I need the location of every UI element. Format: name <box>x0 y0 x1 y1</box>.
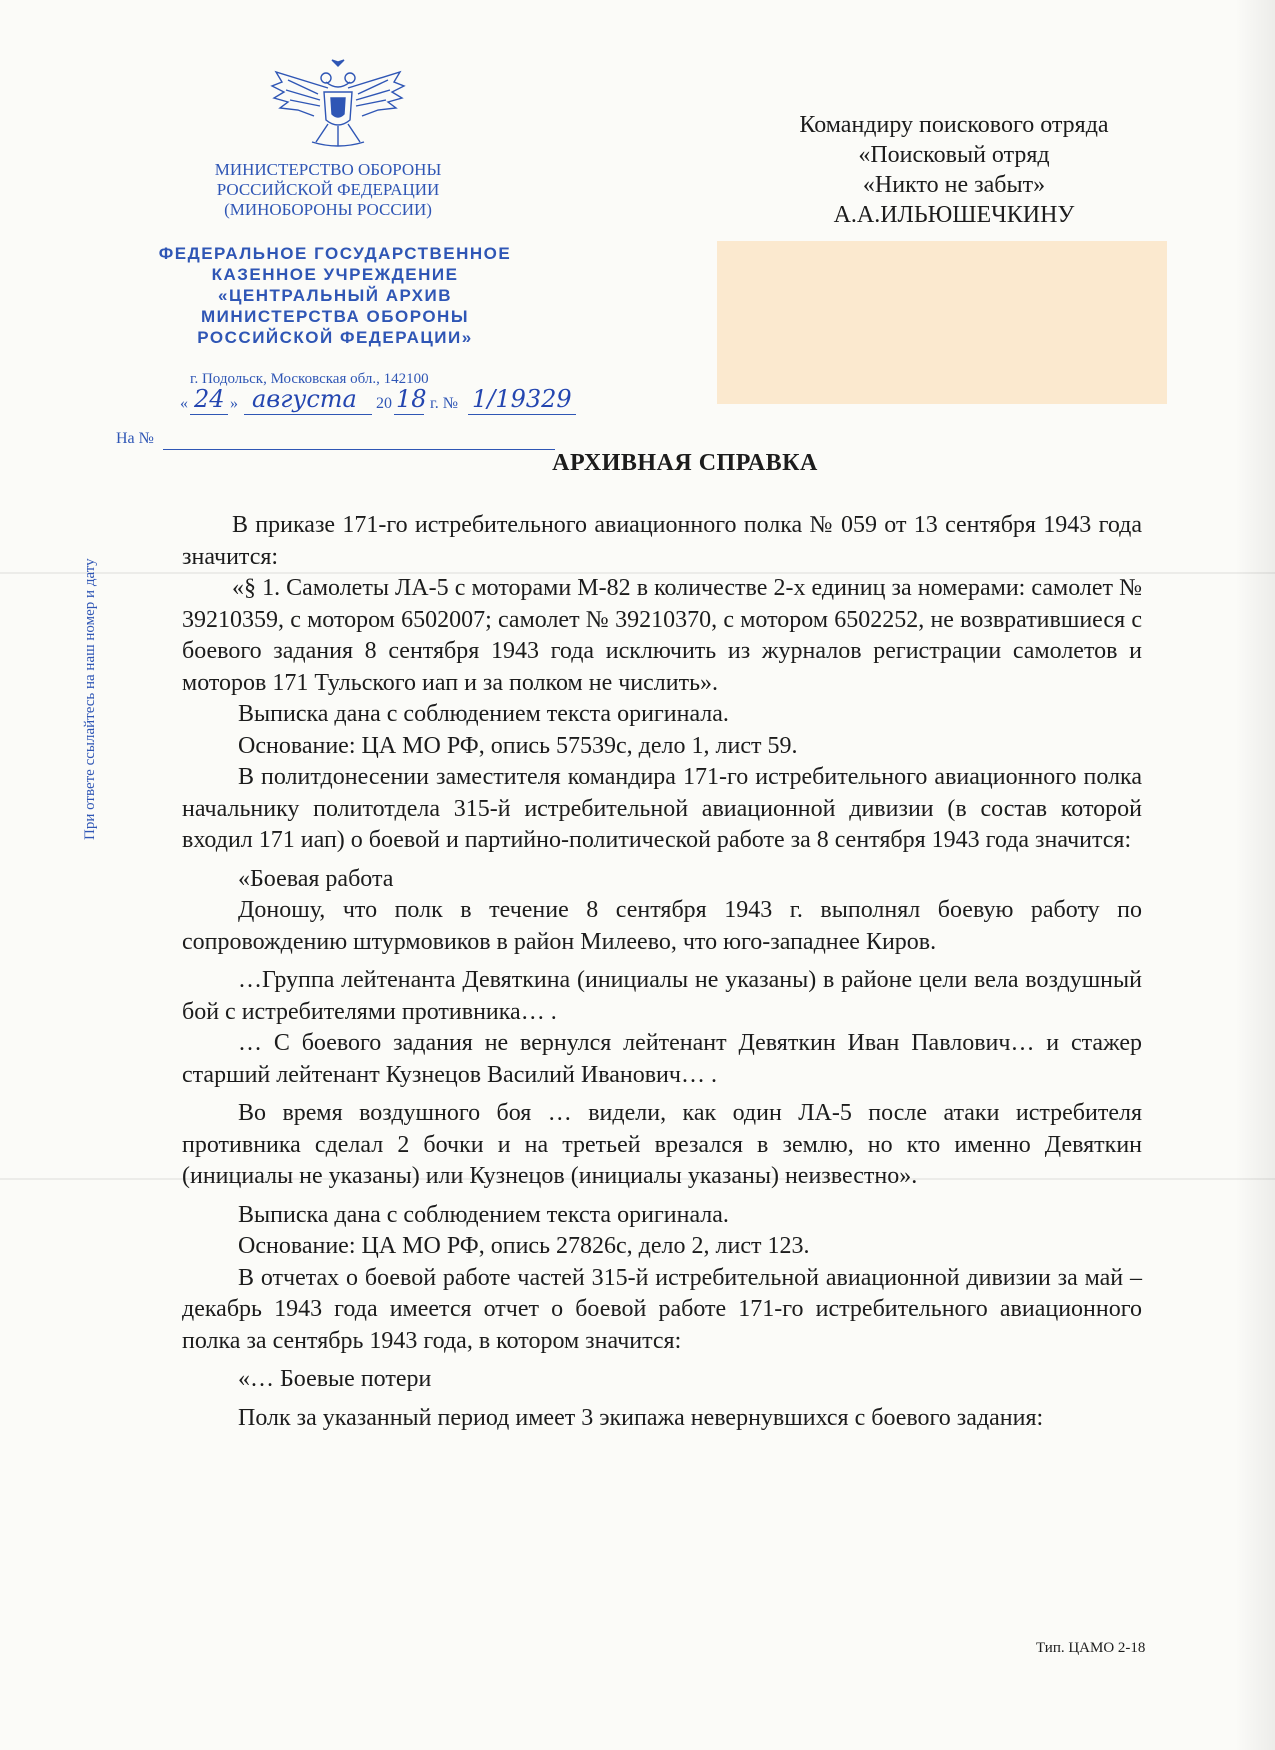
paragraph: В политдонесении заместителя командира 171-го истребительного авиационного полка начальнику политотдела 315-й истребительной авиационной дивизии (в состав которой входил 171 иап) о боевой и партийно-политической работе за 8 сентября 1943 года значится: <box>182 764 1142 853</box>
paragraph: Доношу, что полк в течение 8 сентября 1943 г. выполнял боевую работу по сопровождению штурмовиков в район Милеево, что юго-западнее Киров. <box>182 897 1142 955</box>
year-prefix: 20 <box>376 395 392 412</box>
year-label: г. № <box>430 395 459 412</box>
ministry-line: РОССИЙСКОЙ ФЕДЕРАЦИИ <box>216 180 440 199</box>
redacted-address-box <box>717 241 1167 404</box>
side-note: При ответе ссылайтесь на наш номер и дату <box>82 558 98 840</box>
addressee-line: «Никто не забыт» <box>862 172 1046 198</box>
registration-number: 1/19329 <box>472 385 572 413</box>
paragraph: В приказе 171-го истребительного авиационного полка № 059 от 13 сентября 1943 года значится: <box>182 512 1142 570</box>
archive-line: МИНИСТЕРСТВА ОБОРОНЫ <box>201 307 469 326</box>
archive-name <box>122 243 548 348</box>
paragraph: В отчетах о боевой работе частей 315-й истребительной авиационной дивизии за май – декабрь 1943 года имеется отчет о боевой работе 171-го истребительного авиационного полка за сентябрь 1943 года, в котором значится: <box>182 1264 1142 1354</box>
addressee-block <box>727 110 1181 230</box>
page-edge-shadow <box>1235 0 1275 1750</box>
date-month: августа <box>252 385 357 413</box>
paragraph: Во время воздушного боя … видели, как один ЛА-5 после атаки истребителя противника сделал 2 бочки и на третьей врезался в землю, но кто именно Девяткин (инициалы не указаны) или Кузнецов (инициалы указаны) неизвестно». <box>182 1100 1142 1189</box>
date-day: 24 <box>194 385 225 413</box>
paragraph: Выписка дана с соблюдением текста оригинала. <box>238 1201 729 1228</box>
reply-reference-label: На № <box>116 430 154 447</box>
archive-line: ФЕДЕРАЛЬНОЕ ГОСУДАРСТВЕННОЕ <box>158 244 512 263</box>
ministry-line: (МИНОБОРОНЫ РОССИИ) <box>224 200 432 219</box>
addressee-line: «Поисковый отряд <box>858 142 1050 168</box>
paragraph: «§ 1. Самолеты ЛА-5 с моторами М-82 в количестве 2-х единиц за номерами: самолет № 39210359, с мотором 6502007; самолет № 39210370, с мотором 6502252, не возвратившиеся с боевого задания 8 сентября 1943 года исключить из журналов регистрации самолетов и моторов 171 Тульского иап и за полком не числить». <box>182 575 1142 696</box>
ministry-name <box>176 160 480 220</box>
year-suffix: 18 <box>396 385 427 413</box>
document-body <box>182 510 1142 1434</box>
registration-line: « 24 » августа 20 18 г. № 1/19329 <box>180 391 580 417</box>
paragraph: … С боевого задания не вернулся лейтенант Девяткин Иван Павлович… и стажер старший лейтенант Кузнецов Василий Иванович… . <box>182 1030 1142 1088</box>
print-code: Тип. ЦАМО 2-18 <box>1036 1640 1146 1656</box>
paragraph: «Боевая работа <box>238 865 394 892</box>
paragraph: Основание: ЦА МО РФ, опись 27826с, дело 2, лист 123. <box>238 1233 810 1259</box>
archive-line: РОССИЙСКОЙ ФЕДЕРАЦИИ» <box>197 328 473 347</box>
archive-address: г. Подольск, Московская обл., 142100 <box>190 371 429 387</box>
addressee-line: А.А.ИЛЬЮШЕЧКИНУ <box>833 202 1075 228</box>
paragraph: Основание: ЦА МО РФ, опись 57539с, дело 1, лист 59. <box>238 732 798 759</box>
paragraph: Выписка дана с соблюдением текста оригинала. <box>238 701 729 727</box>
addressee-line: Командиру поискового отряда <box>799 112 1109 138</box>
double-headed-eagle-emblem <box>268 58 408 150</box>
paragraph: …Группа лейтенанта Девяткина (инициалы не указаны) в районе цели вела воздушный бой с истребителями противника… . <box>182 967 1142 1025</box>
archive-line: КАЗЕННОЕ УЧРЕЖДЕНИЕ <box>211 265 459 284</box>
archive-line: «ЦЕНТРАЛЬНЫЙ АРХИВ <box>217 286 452 305</box>
paragraph: Полк за указанный период имеет 3 экипажа невернувшихся с боевого задания: <box>238 1404 1044 1431</box>
ministry-line: МИНИСТЕРСТВО ОБОРОНЫ <box>214 160 442 179</box>
paragraph: «… Боевые потери <box>238 1366 432 1392</box>
document-title: АРХИВНАЯ СПРАВКА <box>552 450 818 476</box>
